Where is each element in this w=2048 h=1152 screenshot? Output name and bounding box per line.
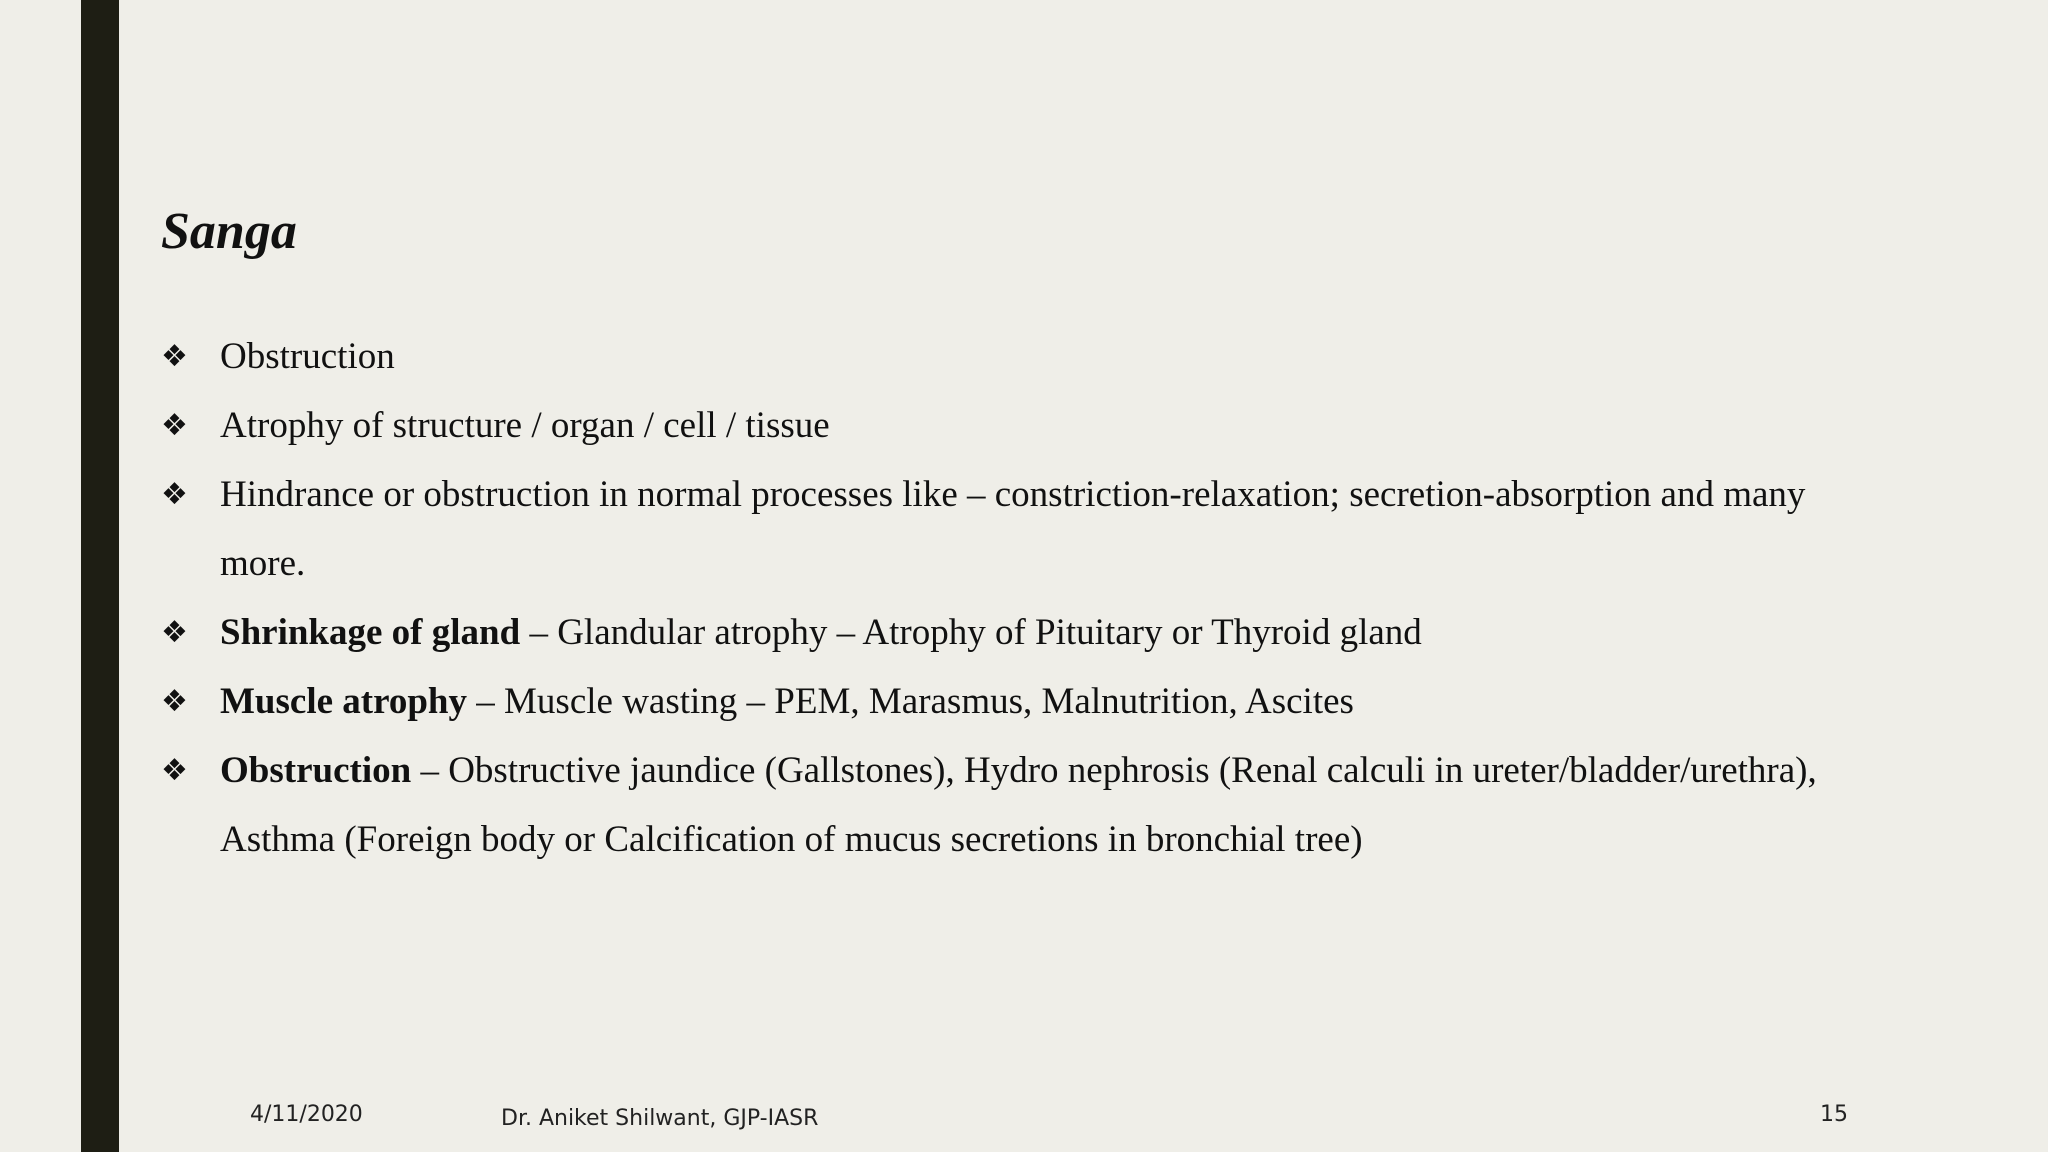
bullet-text: Obstruction <box>220 336 395 377</box>
left-accent-bar <box>81 0 119 1152</box>
diamond-bullet-icon: ❖ <box>161 753 188 788</box>
footer-date: 4/11/2020 <box>250 1102 363 1127</box>
bullet-list <box>161 322 1841 874</box>
bullet-text: Atrophy of structure / organ / cell / tissue <box>220 405 830 446</box>
bullet-item <box>161 736 1841 874</box>
bullet-text: Hindrance or obstruction in normal processes like – constriction-relaxation; secretion-absorption and many more. <box>220 474 1806 584</box>
bullet-item <box>161 391 1841 460</box>
diamond-bullet-icon: ❖ <box>161 477 188 512</box>
footer-author: Dr. Aniket Shilwant, GJP-IASR <box>501 1106 819 1131</box>
diamond-bullet-icon: ❖ <box>161 615 188 650</box>
bullet-item <box>161 598 1841 667</box>
bullet-bold: Obstruction <box>220 750 412 791</box>
bullet-item <box>161 460 1841 598</box>
bullet-text: – Glandular atrophy – Atrophy of Pituitary or Thyroid gland <box>520 612 1422 653</box>
diamond-bullet-icon: ❖ <box>161 408 188 443</box>
bullet-text: – Obstructive jaundice (Gallstones), Hydro nephrosis (Renal calculi in ureter/bladder/urethra), Asthma (Foreign body or Calcification of mucus secretions in bronchial tree) <box>220 750 1817 860</box>
slide-title: Sanga <box>161 203 297 260</box>
diamond-bullet-icon: ❖ <box>161 684 188 719</box>
bullet-bold: Shrinkage of gland <box>220 612 521 653</box>
bullet-item <box>161 667 1841 736</box>
diamond-bullet-icon: ❖ <box>161 339 188 374</box>
bullet-item <box>161 322 1841 391</box>
bullet-text: – Muscle wasting – PEM, Marasmus, Malnutrition, Ascites <box>467 681 1354 722</box>
page-number: 15 <box>1820 1102 1848 1127</box>
bullet-bold: Muscle atrophy <box>220 681 468 722</box>
